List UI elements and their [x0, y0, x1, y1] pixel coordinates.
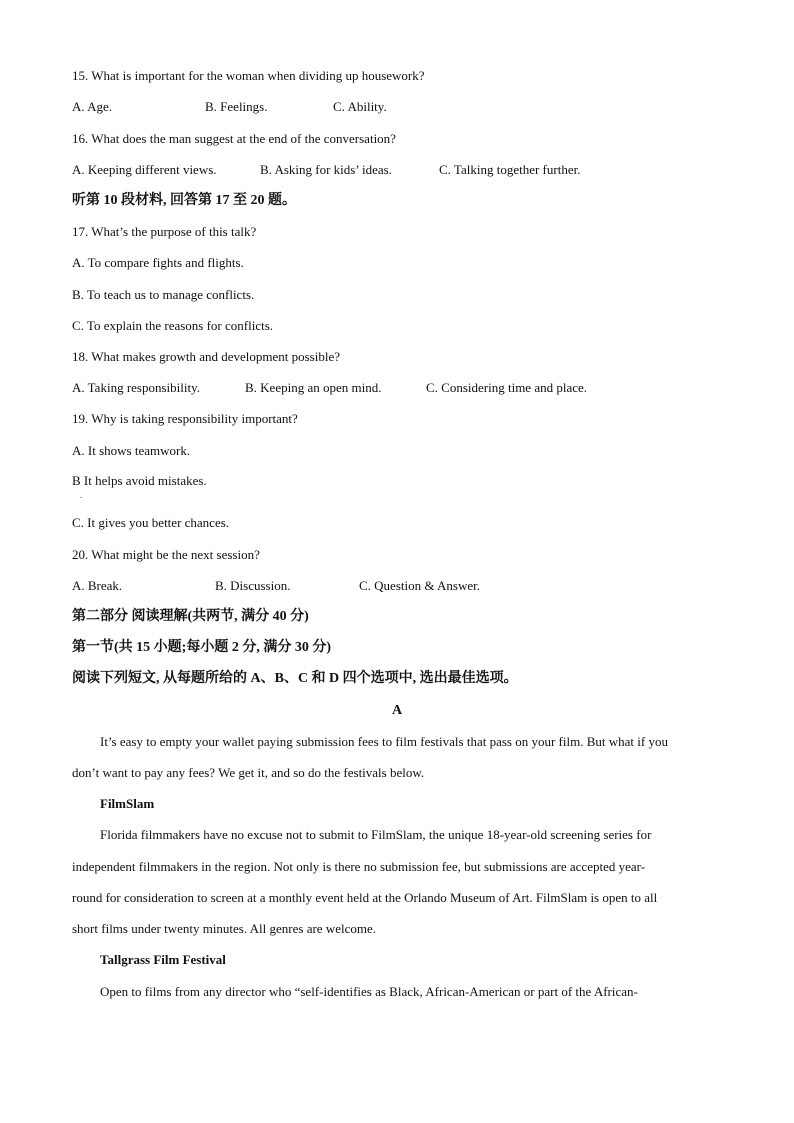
question-19: 19. Why is taking responsibility important? [72, 411, 298, 426]
filmslam-line-3: round for consideration to screen at a monthly event held at the Orlando Museum of Art. FilmSlam is open to all [72, 890, 658, 905]
q20-option-a: A. Break. [72, 578, 123, 593]
q17-option-b: B. To teach us to manage conflicts. [72, 287, 255, 302]
section-1-heading: 第一节(共 15 小题;每小题 2 分, 满分 30 分) [72, 640, 331, 655]
q18-option-c: C. Considering time and place. [426, 380, 588, 395]
passage-intro-line-2: don’t want to pay any fees? We get it, and so do the festivals below. [72, 765, 425, 780]
q19-option-b: B It helps avoid mistakes. [72, 473, 207, 488]
q18-option-b: B. Keeping an open mind. [245, 380, 382, 395]
filmslam-title: FilmSlam [100, 796, 155, 811]
question-20: 20. What might be the next session? [72, 547, 260, 562]
q19-option-c: C. It gives you better chances. [72, 515, 230, 530]
reading-instructions: 阅读下列短文, 从每题所给的 A、B、C 和 D 四个选项中, 选出最佳选项。 [72, 671, 518, 686]
filmslam-line-2: independent filmmakers in the region. Not only is there no submission fee, but submissions are accepted year- [72, 859, 646, 874]
q19-option-a: A. It shows teamwork. [72, 443, 191, 458]
q20-option-c: C. Question & Answer. [359, 578, 480, 593]
stray-mark: . [80, 491, 82, 500]
question-18: 18. What makes growth and development possible? [72, 349, 341, 364]
q15-option-a: A. Age. [72, 99, 113, 114]
filmslam-line-4: short films under twenty minutes. All genres are welcome. [72, 921, 376, 936]
q15-option-b: B. Feelings. [205, 99, 268, 114]
q20-option-b: B. Discussion. [215, 578, 291, 593]
q16-option-c: C. Talking together further. [439, 162, 581, 177]
q17-option-c: C. To explain the reasons for conflicts. [72, 318, 274, 333]
q16-option-b: B. Asking for kids’ ideas. [260, 162, 392, 177]
q17-option-a: A. To compare fights and flights. [72, 255, 244, 270]
question-17: 17. What’s the purpose of this talk? [72, 224, 257, 239]
q18-option-a: A. Taking responsibility. [72, 380, 201, 395]
filmslam-line-1: Florida filmmakers have no excuse not to submit to FilmSlam, the unique 18-year-old screening series for [100, 827, 652, 842]
section-10-heading: 听第 10 段材料, 回答第 17 至 20 题。 [72, 193, 296, 208]
q16-option-a: A. Keeping different views. [72, 162, 217, 177]
part-2-heading: 第二部分 阅读理解(共两节, 满分 40 分) [72, 609, 309, 624]
tallgrass-title: Tallgrass Film Festival [100, 952, 226, 967]
q15-option-c: C. Ability. [333, 99, 387, 114]
tallgrass-line-1: Open to films from any director who “self-identifies as Black, African-American or part of the African- [100, 984, 638, 999]
passage-intro-line-1: It’s easy to empty your wallet paying submission fees to film festivals that pass on your film. But what if you [100, 734, 668, 749]
question-15: 15. What is important for the woman when dividing up housework? [72, 68, 425, 83]
question-16: 16. What does the man suggest at the end of the conversation? [72, 131, 396, 146]
passage-label: A [391, 703, 403, 718]
